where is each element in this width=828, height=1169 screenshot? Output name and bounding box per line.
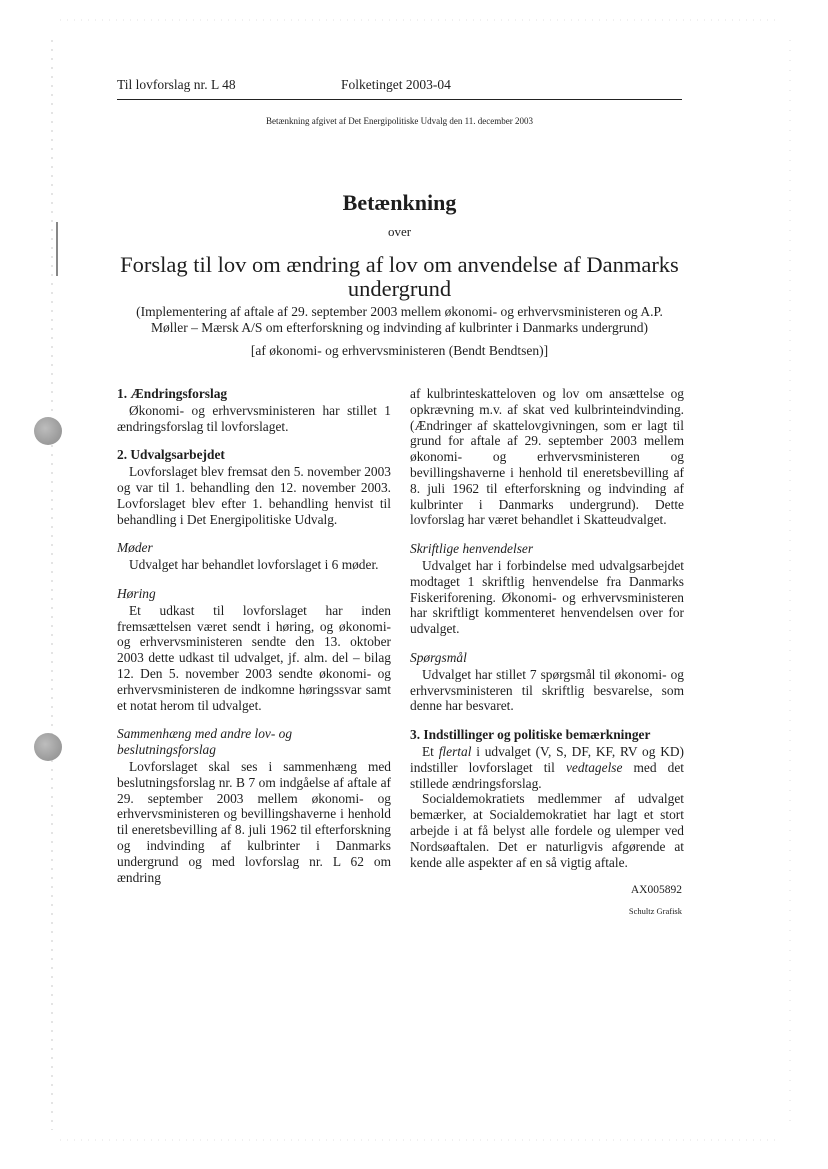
continuation-text: [410, 386, 684, 528]
text-run: i udvalget (V, S, DF, KF, RV og KD) indstiller lovforslaget til: [410, 743, 685, 775]
punch-hole-bottom: [34, 733, 62, 761]
paragraph: af kulbrinteskatteloven og lov om ansættelse og opkrævning m.v. af skat ved kulbrinteindvinding. (Ændringer af skattelovgivningen, som er lagt til grund for aftale af 29. september 2003 mellem økonomi- og erhvervsministeren og bevillingshaverne i henhold til eneretsbevilling af 8. juli 1962 til efterforskning og indvinding af kulbrinter i Danmarks undergrund). Dette lovforslag har været behandlet i Skatteudvalget.: [410, 386, 684, 528]
subsection-heading: Sammenhæng med andre lov- og beslutningsforslag: [117, 726, 293, 758]
paragraph: Lovforslaget blev fremsat den 5. november 2003 og var til 1. behandling den 12. november 2003. Lovforslaget blev efter 1. behandling henvist til behandling i Det Energipolitiske Udvalg.: [117, 464, 391, 527]
subsection-heading: Skriftlige henvendelser: [410, 541, 534, 557]
section-heading: 3. Indstillinger og politiske bemærkninger: [410, 727, 651, 743]
paragraph: Udvalget har i forbindelse med udvalgsarbejdet modtaget 1 skriftlig henvendelse fra Danmarks Fiskeriforening. Økonomi- og erhvervsministeren har skriftligt kommenteret henvendelsen over for udvalget.: [410, 557, 684, 637]
implementation-note: (Implementering af aftale af 29. september 2003 mellem økonomi- og erhvervsministeren og A.P. Møller – Mærsk A/S om efterforskning og indvinding af kulbrinter i Danmarks undergrund): [136, 304, 663, 335]
section-recommendations: [410, 727, 684, 870]
emphasis-flertal: flertal: [438, 743, 472, 759]
left-column: [117, 386, 391, 898]
running-header: [117, 77, 682, 100]
subsection-written-inquiries: [410, 541, 684, 637]
printer-name: Schultz Grafisk: [628, 906, 682, 916]
paragraph: Et udkast til lovforslaget har inden fremsættelsen været sendt i høring, og økonomi- og erhvervsministeren sendte den 13. oktober 2003 dette udkast til udvalget, jf. alm. del – bilag 12. Den 5. november 2003 sendte økonomi- og erhvervsministeren de indkomne høringssvar samt et notat herom til udvalget.: [117, 602, 391, 713]
parliament-session: Folketinget 2003-04: [341, 77, 451, 92]
paragraph: Økonomi- og erhvervsministeren har stillet 1 ændringsforslag til lovforslaget.: [117, 402, 391, 434]
subsection-hearing: [117, 586, 391, 713]
section-heading: 1. Ændringsforslag: [117, 386, 228, 401]
report-subtitle: Betænkning afgivet af Det Energipolitiske Udvalg den 11. december 2003: [266, 116, 533, 126]
emphasis-vedtagelse: vedtagelse: [565, 759, 623, 775]
subsection-meetings: [117, 540, 391, 573]
minister-line: [af økonomi- og erhvervsministeren (Bendt Bendtsen)]: [250, 343, 549, 358]
subsection-questions: [410, 650, 684, 714]
paragraph: Udvalget har behandlet lovforslaget i 6 møder.: [129, 557, 379, 573]
subsection-heading: Spørgsmål: [410, 649, 467, 665]
document-title: Betænkning: [342, 190, 457, 215]
paragraph: Lovforslaget skal ses i sammenhæng med beslutningsforslag nr. B 7 om indgåelse af aftale af 29. september 2003 mellem økonomi- og erhvervsministeren og bevillingshaverne i henhold til eneretsbevilling af 8. juli 1962 til efterforskning og indvinding af kulbrinter i Danmarks undergrund og med lovforslag nr. L 62 om ændring: [117, 758, 391, 885]
section-committee-work: [117, 447, 391, 527]
subsection-related-bills: [117, 726, 391, 885]
paragraph: Udvalget har stillet 7 spørgsmål til økonomi- og erhvervsministeren til skriftlig besvarelse, som denne har besvaret.: [410, 666, 684, 714]
paragraph: Socialdemokratiets medlemmer af udvalget bemærker, at Socialdemokratiet har lagt et stort arbejde i at få belyst alle fordele og ulemper ved Nordsøaftalen. Det er naturligvis afgørende at kende alle aspekter af en så vigtig aftale.: [410, 791, 684, 870]
subsection-heading: Høring: [117, 585, 156, 601]
section-amendments: [117, 386, 391, 434]
paragraph-majority: [410, 744, 684, 791]
document-code: AX005892: [630, 884, 682, 896]
section-heading: 2. Udvalgsarbejdet: [117, 447, 225, 463]
text-run: med det stillede ændringsforslag.: [410, 759, 684, 791]
over-label: over: [387, 224, 412, 239]
punch-hole-top: [34, 417, 62, 445]
subsection-heading: Møder: [117, 540, 153, 556]
bill-reference: Til lovforslag nr. L 48: [117, 77, 236, 92]
right-column: [410, 386, 684, 883]
bill-subject: Forslag til lov om ændring af lov om anvendelse af Danmarks undergrund: [120, 252, 679, 301]
text-run: Et: [422, 743, 439, 759]
